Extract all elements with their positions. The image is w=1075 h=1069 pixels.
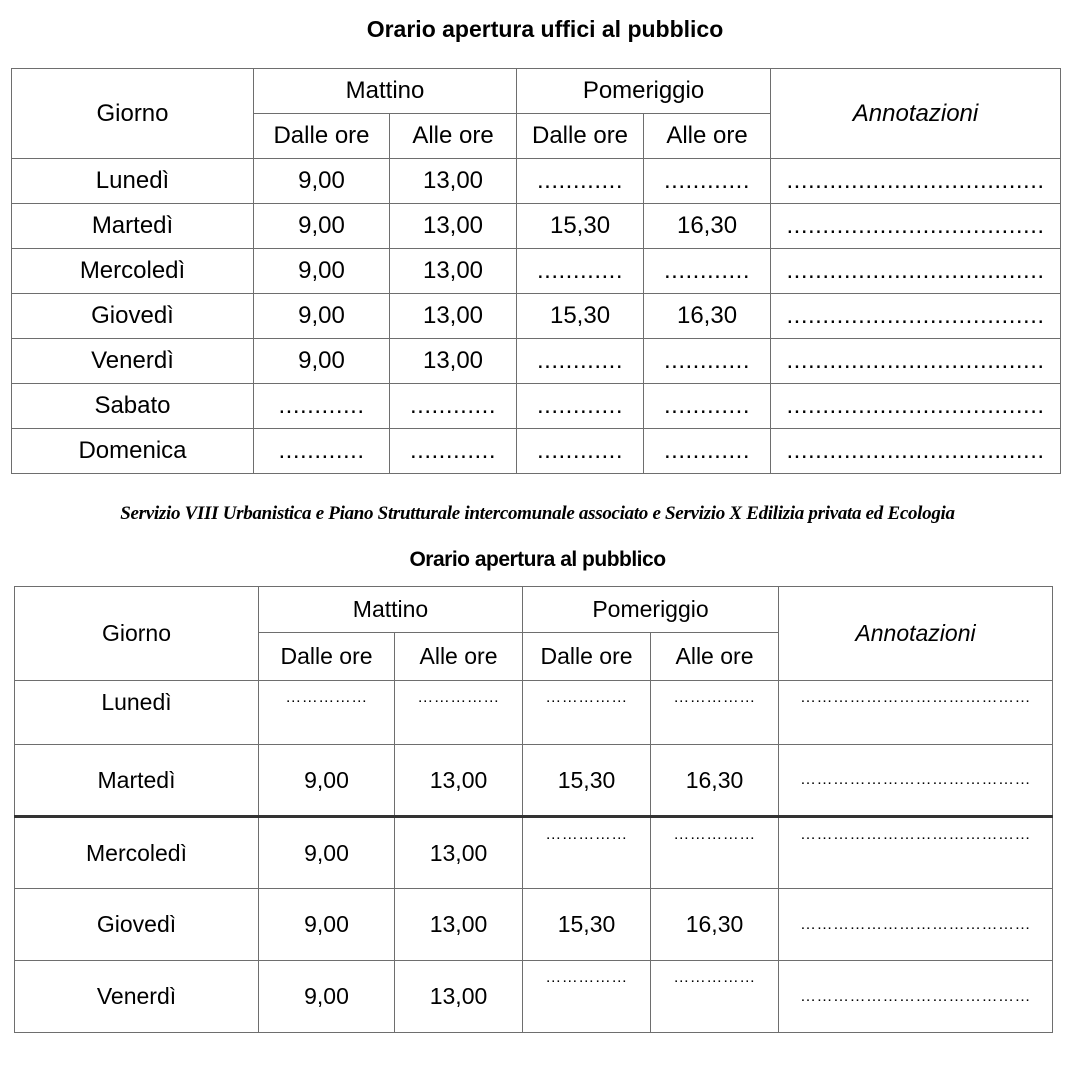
morning-to-cell: …………… (395, 681, 523, 745)
header-afternoon-to: Alle ore (651, 633, 779, 681)
table-row (12, 249, 1061, 294)
service-heading: Servizio VIII Urbanistica e Piano Strutturale intercomunale associato e Servizio X Edilizia privata ed Ecologia (120, 503, 955, 524)
table-row (15, 745, 1053, 817)
header-day: Giorno (12, 69, 254, 159)
notes-cell: .................................... (771, 204, 1061, 249)
morning-to-cell: 13,00 (395, 889, 523, 961)
afternoon-to-cell: 16,30 (651, 745, 779, 817)
notes-cell: .................................... (771, 339, 1061, 384)
afternoon-to-cell: …………… (651, 961, 779, 1033)
morning-to-cell: 13,00 (395, 961, 523, 1033)
page-title: Orario apertura uffici al pubblico (366, 16, 724, 42)
notes-cell: .................................... (771, 384, 1061, 429)
afternoon-to-cell: 16,30 (644, 294, 771, 339)
afternoon-to-cell: …………… (651, 817, 779, 889)
day-cell: Domenica (12, 429, 254, 474)
header-day: Giorno (15, 587, 259, 681)
morning-to-cell: 13,00 (395, 817, 523, 889)
morning-to-cell: ............ (390, 429, 517, 474)
header-morning-to: Alle ore (390, 114, 517, 159)
afternoon-from-cell: ............ (517, 249, 644, 294)
morning-to-cell: 13,00 (390, 249, 517, 294)
notes-cell: …………………………………… (779, 745, 1053, 817)
table-row (12, 339, 1061, 384)
afternoon-from-cell: …………… (523, 961, 651, 1033)
afternoon-from-cell: …………… (523, 817, 651, 889)
header-morning-from: Dalle ore (254, 114, 390, 159)
table-row (12, 429, 1061, 474)
morning-to-cell: 13,00 (390, 159, 517, 204)
afternoon-to-cell: ............ (644, 429, 771, 474)
day-cell: Mercoledì (15, 817, 259, 889)
day-cell: Giovedì (12, 294, 254, 339)
header-afternoon-to: Alle ore (644, 114, 771, 159)
morning-to-cell: 13,00 (395, 745, 523, 817)
header-morning-to: Alle ore (395, 633, 523, 681)
afternoon-from-cell: ............ (517, 159, 644, 204)
table-row (15, 681, 1053, 745)
notes-cell: …………………………………… (779, 889, 1053, 961)
table-row (12, 384, 1061, 429)
morning-from-cell: 9,00 (254, 249, 390, 294)
office-hours-table (11, 68, 1061, 474)
table-row (12, 204, 1061, 249)
notes-cell: .................................... (771, 159, 1061, 204)
afternoon-to-cell: ............ (644, 159, 771, 204)
afternoon-to-cell: …………… (651, 681, 779, 745)
afternoon-to-cell: ............ (644, 384, 771, 429)
header-morning: Mattino (254, 69, 517, 114)
day-cell: Sabato (12, 384, 254, 429)
header-morning: Mattino (259, 587, 523, 633)
morning-from-cell: ............ (254, 429, 390, 474)
table-row (15, 817, 1053, 889)
afternoon-from-cell: ............ (517, 339, 644, 384)
afternoon-from-cell: ............ (517, 384, 644, 429)
morning-from-cell: 9,00 (259, 889, 395, 961)
morning-to-cell: 13,00 (390, 294, 517, 339)
afternoon-from-cell: 15,30 (517, 294, 644, 339)
day-cell: Venerdì (12, 339, 254, 384)
morning-from-cell: 9,00 (254, 204, 390, 249)
header-afternoon-from: Dalle ore (517, 114, 644, 159)
day-cell: Mercoledì (12, 249, 254, 294)
header-afternoon: Pomeriggio (517, 69, 771, 114)
morning-from-cell: 9,00 (259, 817, 395, 889)
afternoon-from-cell: 15,30 (523, 745, 651, 817)
morning-to-cell: ............ (390, 384, 517, 429)
section-title: Orario apertura al pubblico (409, 548, 666, 571)
morning-from-cell: …………… (259, 681, 395, 745)
afternoon-to-cell: 16,30 (644, 204, 771, 249)
notes-cell: .................................... (771, 249, 1061, 294)
morning-from-cell: 9,00 (259, 961, 395, 1033)
morning-from-cell: 9,00 (254, 159, 390, 204)
afternoon-to-cell: 16,30 (651, 889, 779, 961)
day-cell: Lunedì (12, 159, 254, 204)
header-notes: Annotazioni (779, 587, 1053, 681)
afternoon-from-cell: 15,30 (523, 889, 651, 961)
notes-cell: …………………………………… (779, 961, 1053, 1033)
afternoon-from-cell: 15,30 (517, 204, 644, 249)
header-afternoon: Pomeriggio (523, 587, 779, 633)
service-hours-table (14, 586, 1053, 1033)
table-row (15, 961, 1053, 1033)
day-cell: Martedì (12, 204, 254, 249)
morning-from-cell: 9,00 (254, 339, 390, 384)
afternoon-from-cell: …………… (523, 681, 651, 745)
day-cell: Venerdì (15, 961, 259, 1033)
notes-cell: …………………………………… (779, 817, 1053, 889)
header-afternoon-from: Dalle ore (523, 633, 651, 681)
notes-cell: …………………………………… (779, 681, 1053, 745)
day-cell: Giovedì (15, 889, 259, 961)
afternoon-to-cell: ............ (644, 249, 771, 294)
afternoon-to-cell: ............ (644, 339, 771, 384)
morning-from-cell: 9,00 (254, 294, 390, 339)
morning-to-cell: 13,00 (390, 204, 517, 249)
morning-from-cell: 9,00 (259, 745, 395, 817)
table-row (12, 294, 1061, 339)
morning-from-cell: ............ (254, 384, 390, 429)
afternoon-from-cell: ............ (517, 429, 644, 474)
day-cell: Lunedì (15, 681, 259, 745)
day-cell: Martedì (15, 745, 259, 817)
header-notes: Annotazioni (771, 69, 1061, 159)
table-row (12, 159, 1061, 204)
table-row (15, 889, 1053, 961)
header-morning-from: Dalle ore (259, 633, 395, 681)
notes-cell: .................................... (771, 294, 1061, 339)
notes-cell: .................................... (771, 429, 1061, 474)
morning-to-cell: 13,00 (390, 339, 517, 384)
